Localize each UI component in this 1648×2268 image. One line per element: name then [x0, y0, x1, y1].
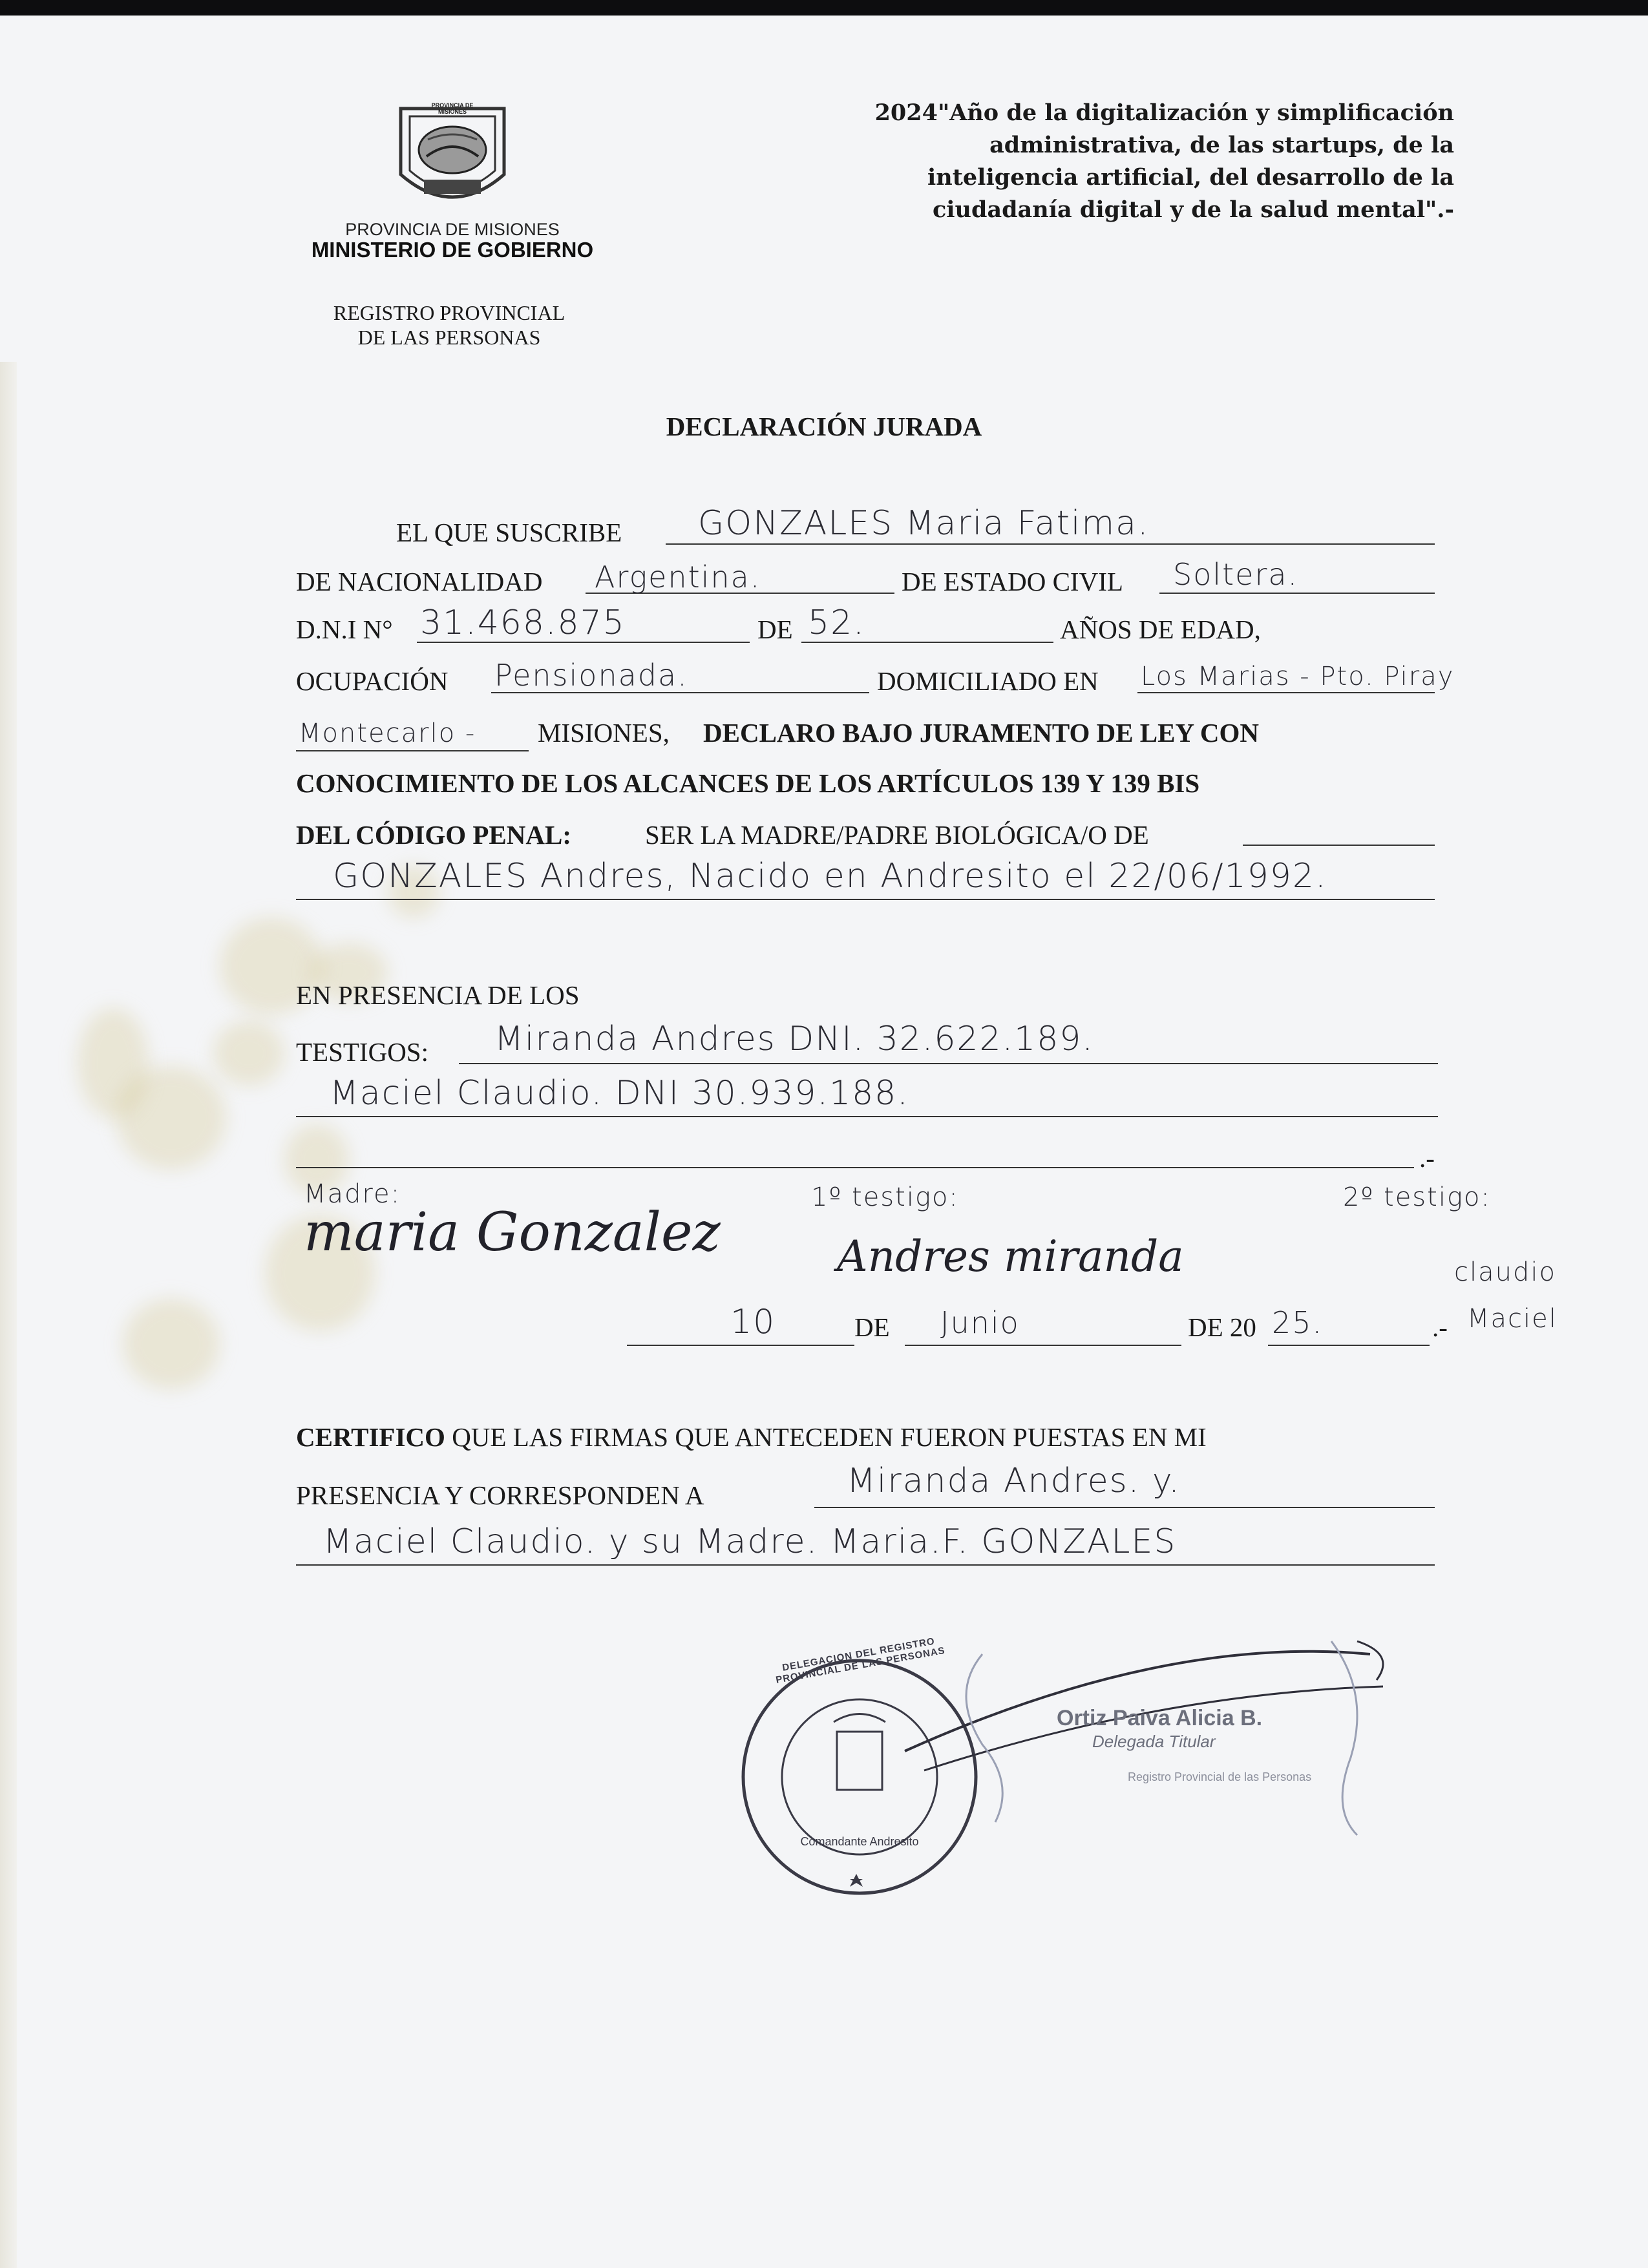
declaration-text-2: CONOCIMIENTO DE LOS ALCANCES DE LOS ARTÍCULOS 139 Y 139 BIS — [296, 768, 1200, 798]
field-line-cert-2 — [296, 1564, 1435, 1566]
field-domicile-2: Montecarlo - — [299, 719, 476, 748]
label-estado-civil: DE ESTADO CIVIL — [902, 567, 1123, 596]
label-testigos: TESTIGOS: — [296, 1037, 428, 1067]
document-title: DECLARACIÓN JURADA — [666, 412, 982, 441]
motto-line: 2024"Año de la digitalización y simplificación — [874, 100, 1454, 126]
field-line-witness-1 — [459, 1063, 1438, 1064]
province-seal — [388, 97, 517, 220]
testigo2-label: 2º testigo: — [1343, 1182, 1491, 1212]
declaration-text-1: DECLARO BAJO JURAMENTO DE LEY CON — [703, 718, 1259, 748]
field-dni: 31.468.875 — [420, 604, 626, 642]
label-date-de-2: DE 20 — [1188, 1312, 1256, 1342]
field-line-domicile — [1137, 692, 1435, 693]
field-nationality: Argentina. — [595, 560, 761, 594]
field-line-day — [627, 1345, 854, 1346]
year-motto — [769, 97, 1454, 226]
madre-label: Madre: — [304, 1179, 401, 1209]
label-presencia: EN PRESENCIA DE LOS — [296, 980, 580, 1010]
motto-line: inteligencia artificial, del desarrollo de la — [927, 164, 1454, 191]
registry-line-2: DE LAS PERSONAS — [357, 326, 541, 349]
signature-madre: maria Gonzalez — [304, 1202, 721, 1263]
testigo1-label: 1º testigo: — [811, 1182, 959, 1212]
label-certifico-rest: QUE LAS FIRMAS QUE ANTECEDEN FUERON PUESTAS EN MI — [452, 1422, 1207, 1452]
field-line-month — [905, 1345, 1181, 1346]
field-day: 10 — [730, 1303, 776, 1341]
signature-testigo-2a: claudio — [1454, 1257, 1556, 1287]
field-line-civil-status — [1159, 593, 1435, 594]
date-end-mark: .- — [1432, 1312, 1448, 1342]
field-witness-2: Maciel Claudio. DNI 30.939.188. — [330, 1074, 909, 1113]
official-stamp — [711, 1615, 1454, 1938]
field-witness-1: Miranda Andres DNI. 32.622.189. — [494, 1020, 1094, 1058]
label-ocupacion: OCUPACIÓN — [296, 666, 449, 696]
field-month: Junio — [940, 1305, 1020, 1340]
label-corresponden: PRESENCIA Y CORRESPONDEN A — [296, 1480, 704, 1510]
field-child: GONZALES Andres, Nacido en Andresito el 22/06/1992. — [333, 857, 1327, 896]
stamp-official-name: Ortiz Paiva Alicia B. — [1057, 1706, 1263, 1730]
field-domicile: Los Marias - Pto. Piray — [1141, 662, 1455, 691]
field-age: 52. — [808, 604, 865, 642]
line-end-mark: .- — [1419, 1143, 1435, 1173]
label-certifico: CERTIFICO — [296, 1422, 445, 1452]
field-line-witness-2 — [296, 1116, 1438, 1117]
label-misiones: MISIONES, — [538, 718, 670, 748]
motto-line: ciudadanía digital y de la salud mental".- — [932, 196, 1454, 223]
field-occupation: Pensionada. — [494, 658, 688, 693]
label-domicilio: DOMICILIADO EN — [877, 666, 1099, 696]
stamp-inner-text: Comandante Andresito — [800, 1835, 919, 1848]
field-line-year — [1268, 1345, 1430, 1346]
seal-label: PROVINCIA DE MISIONES — [431, 102, 474, 115]
certification-line-1 — [296, 1422, 1207, 1453]
label-nacionalidad: DE NACIONALIDAD — [296, 567, 543, 596]
field-line-domicile-2 — [296, 750, 529, 751]
signature-testigo-1: Andres miranda — [837, 1232, 1184, 1281]
field-line-name — [666, 543, 1435, 545]
field-name: GONZALES Maria Fatima. — [698, 504, 1150, 543]
field-line-cert-1 — [814, 1507, 1435, 1508]
stain — [213, 1021, 284, 1086]
stain — [123, 1299, 220, 1389]
label-de-edad: DE — [757, 614, 793, 644]
field-line-child-2 — [296, 899, 1435, 900]
field-cert-1: Miranda Andres. y. — [847, 1462, 1181, 1500]
scan-left-edge — [0, 362, 17, 2268]
stamp-official-org: Registro Provincial de las Personas — [1128, 1770, 1312, 1783]
registry-line-1: REGISTRO PROVINCIAL — [333, 301, 565, 324]
motto-line: administrativa, de las startups, de la — [989, 132, 1454, 158]
stain — [78, 1008, 149, 1118]
field-civil-status: Soltera. — [1173, 557, 1299, 592]
label-anos: AÑOS DE EDAD, — [1060, 614, 1261, 644]
ministry-name: MINISTERIO DE GOBIERNO — [311, 238, 594, 262]
label-dni: D.N.I N° — [296, 614, 393, 644]
field-year: 25. — [1272, 1305, 1324, 1340]
label-suscribe: EL QUE SUSCRIBE — [396, 518, 622, 547]
stamp-ring-text: DELEGACION DEL REGISTRO PROVINCIAL DE LAS PERSONAS — [775, 1635, 946, 1686]
field-line-child-1 — [1243, 845, 1435, 846]
field-cert-2: Maciel Claudio. y su Madre. Maria.F. GONZALES — [323, 1522, 1177, 1561]
label-madre-padre: SER LA MADRE/PADRE BIOLÓGICA/O DE — [645, 820, 1149, 850]
label-codigo-penal: DEL CÓDIGO PENAL: — [296, 820, 571, 850]
signature-testigo-2b: Maciel — [1467, 1304, 1558, 1334]
stamp-official-title: Delegada Titular — [1092, 1732, 1216, 1751]
field-line-witness-3 — [296, 1167, 1414, 1168]
label-date-de-1: DE — [854, 1312, 890, 1342]
province-name: PROVINCIA DE MISIONES — [345, 220, 560, 239]
scan-top-border — [0, 0, 1648, 16]
